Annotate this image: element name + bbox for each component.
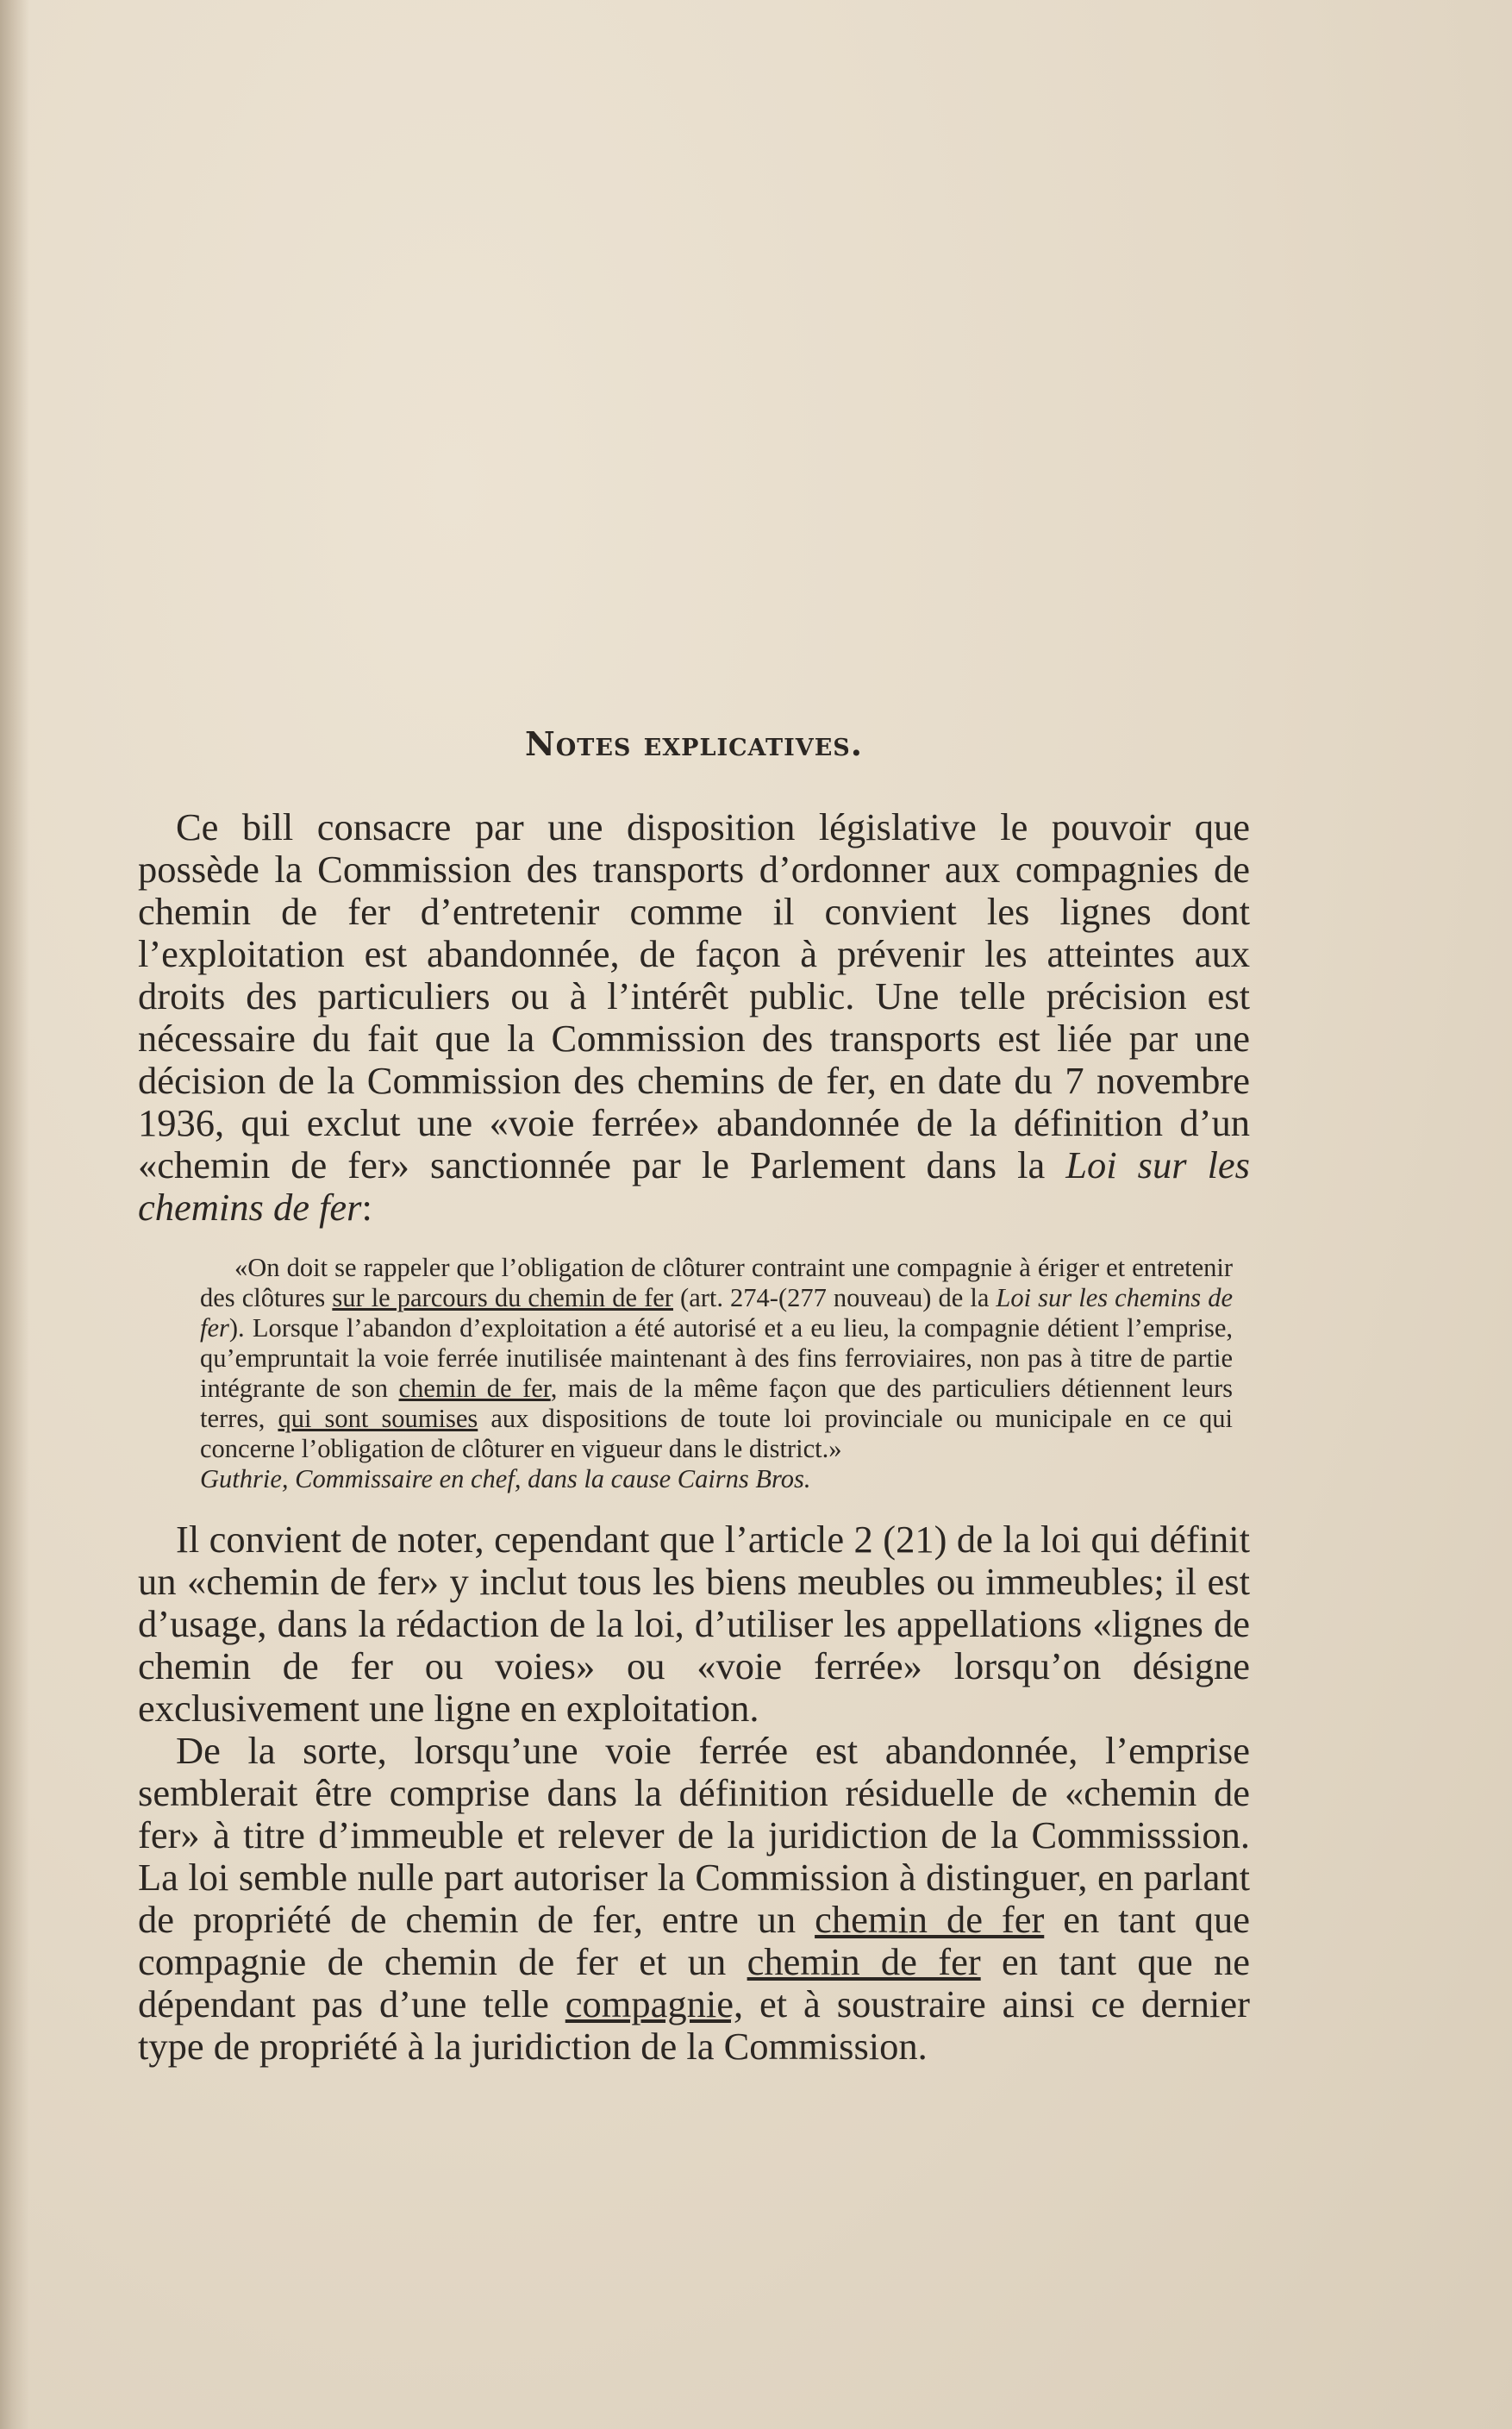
paragraph-3-underlined-1: chemin de fer — [815, 1898, 1045, 1941]
page-content — [138, 724, 1250, 2068]
quote-part-c: ). Lorsque l’abandon d’exploitation a été autorisé et a eu lieu, la compagnie détient l’emprise, qu’empruntait la voie ferrée inutilisée maintenant à des fins ferroviaires, non pas à titre de partie intégrante de son — [200, 1313, 1233, 1403]
paragraph-3 — [138, 1730, 1250, 2068]
quote-underlined-3: qui sont soumises — [278, 1404, 478, 1433]
paragraph-3-part-b: en tant que compagnie de chemin de fer et un — [138, 1898, 1250, 1983]
paragraph-1 — [138, 806, 1250, 1229]
quotation-block — [200, 1253, 1233, 1494]
quote-underlined-1: sur le parcours du chemin de fer — [332, 1283, 673, 1312]
quote-underlined-2: chemin de fer — [398, 1374, 551, 1403]
paragraph-3-underlined-2: chemin de fer — [747, 1940, 981, 1983]
paragraph-2: Il convient de noter, cependant que l’article 2 (21) de la loi qui définit un «chemin de fer» y inclut tous les biens meubles ou immeubles; il est d’usage, dans la rédaction de la loi, d’utiliser les appellations «lignes de chemin de fer ou voies» ou «voie ferrée» lorsqu’on désigne exclusivement une ligne en exploitation. — [138, 1518, 1250, 1730]
quote-part-b: (art. 274-(277 nouveau) de la — [672, 1283, 997, 1312]
paragraph-3-part-a: De la sorte, lorsqu’une voie ferrée est abandonnée, l’emprise semblerait être comprise dans la définition résiduelle de «chemin de fer» à titre d’immeuble et relever de la juridiction de la Commisssion. La loi semble nulle part autoriser la Commission à distinguer, en parlant de propriété de chemin de fer, entre un — [138, 1729, 1250, 1941]
quote-part-a: «On doit se rappeler que l’obligation de clôturer contraint une compagnie à ériger et entretenir des clôtures — [200, 1253, 1233, 1312]
quotation-text — [200, 1253, 1233, 1464]
paragraph-1-law-title: Loi sur les chemins de fer — [138, 1143, 1250, 1229]
quote-attribution: Guthrie, Commissaire en chef, dans la cause Cairns Bros. — [200, 1464, 811, 1493]
quote-part-e: aux dispositions de toute loi provinciale ou municipale en ce qui concerne l’obligation de clôturer en vigueur dans le district.» — [200, 1404, 1233, 1463]
paragraph-1-end: : — [361, 1186, 372, 1229]
page-title: Notes explicatives. — [524, 724, 864, 763]
page-edge-shadow — [0, 0, 29, 2429]
quote-law-title: Loi sur les chemins de fer — [200, 1283, 1233, 1343]
paragraph-3-part-c: en tant que ne dépendant pas d’une telle — [138, 1940, 1251, 2025]
paragraph-3-underlined-3: compagnie, — [565, 1982, 744, 2025]
paragraph-1-text: Ce bill consacre par une disposition législative le pouvoir que possède la Commission des transports d’ordonner aux compagnies de chemin de fer d’entretenir comme il convient les lignes dont l’exploitation est abandonnée, de façon à prévenir les atteintes aux droits des particuliers ou à l’intérêt public. Une telle précision est nécessaire du fait que la Commission des transports est liée par une décision de la Commission des chemins de fer, en date du 7 novembre 1936, qui exclut une «voie ferrée» abandonnée de la définition d’un «chemin de fer» sanctionnée par le Parlement dans la — [138, 805, 1250, 1186]
paragraph-3-part-d: et à soustraire ainsi ce dernier type de propriété à la juridiction de la Commission. — [138, 1982, 1250, 2068]
quote-part-d: , mais de la même façon que des particuliers détiennent leurs terres, — [200, 1374, 1233, 1433]
